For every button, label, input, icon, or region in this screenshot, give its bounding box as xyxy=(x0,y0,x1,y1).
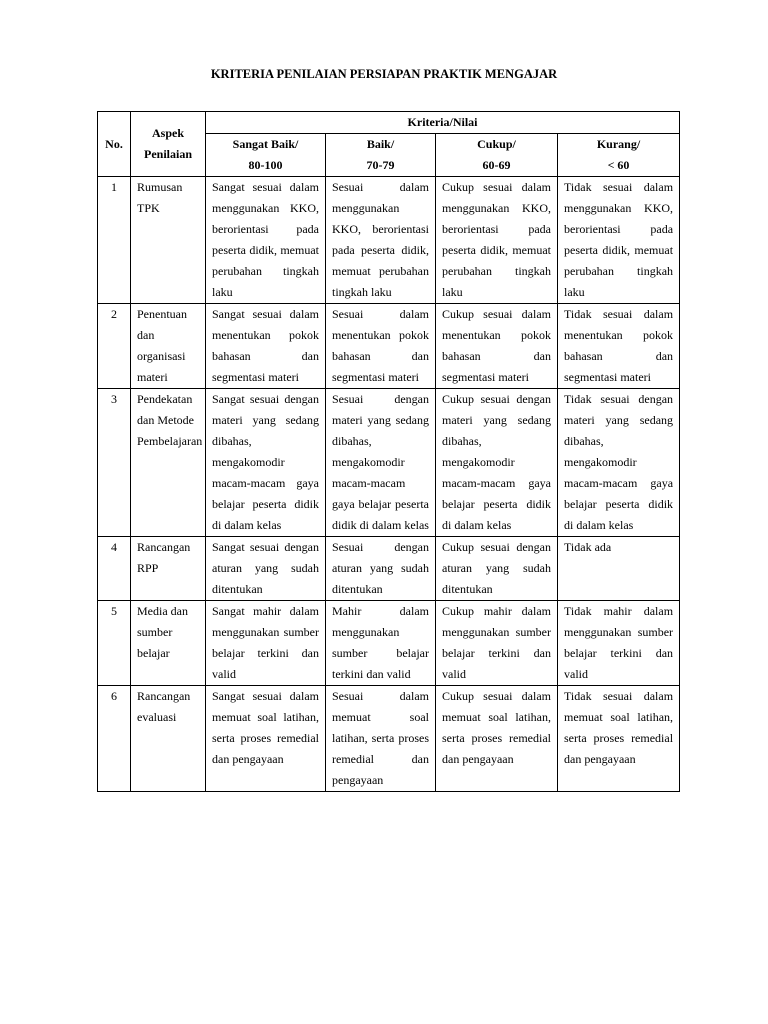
grade-name: Sangat Baik/ xyxy=(232,137,299,151)
row-aspek: Rumusan TPK xyxy=(131,177,206,304)
cell-cukup: Cukup sesuai dengan aturan yang sudah ditentukan xyxy=(436,537,558,601)
criteria-table xyxy=(97,111,680,792)
cell-kurang: Tidak mahir dalam menggunakan sumber belajar terkini dan valid xyxy=(558,601,680,686)
table-header xyxy=(98,112,680,177)
header-kriteria: Kriteria/Nilai xyxy=(206,112,680,134)
header-grade-sangat-baik xyxy=(206,134,326,177)
header-aspek xyxy=(131,112,206,177)
cell-kurang: Tidak sesuai dengan materi yang sedang dibahas, mengakomodir macam-macam gaya belajar peserta didik di dalam kelas xyxy=(558,389,680,537)
header-aspek-line1: Aspek xyxy=(151,126,184,140)
cell-sangat-baik: Sangat sesuai dengan materi yang sedang dibahas, mengakomodir macam-macam gaya belajar peserta didik di dalam kelas xyxy=(206,389,326,537)
cell-sangat-baik: Sangat sesuai dalam menggunakan KKO, berorientasi pada peserta didik, memuat perubahan tingkah laku xyxy=(206,177,326,304)
grade-range: 60-69 xyxy=(482,158,511,172)
cell-baik: Sesuai dalam menentukan pokok bahasan dan segmentasi materi xyxy=(326,304,436,389)
row-aspek: Pendekatan dan Metode Pembelajaran xyxy=(131,389,206,537)
cell-sangat-baik: Sangat sesuai dalam memuat soal latihan, serta proses remedial dan pengayaan xyxy=(206,686,326,792)
header-grade-baik xyxy=(326,134,436,177)
grade-range: < 60 xyxy=(607,158,630,172)
row-number: 6 xyxy=(98,686,131,792)
cell-cukup: Cukup sesuai dalam menentukan pokok bahasan dan segmentasi materi xyxy=(436,304,558,389)
cell-baik: Mahir dalam menggunakan sumber belajar terkini dan valid xyxy=(326,601,436,686)
cell-cukup: Cukup sesuai dalam memuat soal latihan, serta proses remedial dan pengayaan xyxy=(436,686,558,792)
row-aspek: Penentuan dan organisasi materi xyxy=(131,304,206,389)
table-row xyxy=(98,686,680,792)
cell-kurang: Tidak sesuai dalam menggunakan KKO, berorientasi pada peserta didik, memuat perubahan tingkah laku xyxy=(558,177,680,304)
table-row xyxy=(98,601,680,686)
cell-baik: Sesuai dalam menggunakan KKO, berorientasi pada peserta didik, memuat perubahan tingkah laku xyxy=(326,177,436,304)
table-body xyxy=(98,177,680,792)
grade-name: Baik/ xyxy=(366,137,395,151)
row-number: 4 xyxy=(98,537,131,601)
cell-sangat-baik: Sangat sesuai dalam menentukan pokok bahasan dan segmentasi materi xyxy=(206,304,326,389)
grade-name: Kurang/ xyxy=(596,137,641,151)
cell-kurang: Tidak sesuai dalam memuat soal latihan, serta proses remedial dan pengayaan xyxy=(558,686,680,792)
row-number: 2 xyxy=(98,304,131,389)
page-title: KRITERIA PENILAIAN PERSIAPAN PRAKTIK MENGAJAR xyxy=(210,67,558,81)
header-grade-kurang xyxy=(558,134,680,177)
row-aspek: Rancangan RPP xyxy=(131,537,206,601)
table-row xyxy=(98,537,680,601)
grade-name: Cukup/ xyxy=(477,137,516,151)
cell-cukup: Cukup sesuai dengan materi yang sedang dibahas, mengakomodir macam-macam gaya belajar peserta didik di dalam kelas xyxy=(436,389,558,537)
cell-cukup: Cukup sesuai dalam menggunakan KKO, berorientasi pada peserta didik, memuat perubahan tingkah laku xyxy=(436,177,558,304)
row-number: 3 xyxy=(98,389,131,537)
row-number: 1 xyxy=(98,177,131,304)
grade-range: 80-100 xyxy=(248,158,283,172)
cell-sangat-baik: Sangat sesuai dengan aturan yang sudah ditentukan xyxy=(206,537,326,601)
table-row xyxy=(98,304,680,389)
cell-sangat-baik: Sangat mahir dalam menggunakan sumber belajar terkini dan valid xyxy=(206,601,326,686)
table-row xyxy=(98,389,680,537)
cell-baik: Sesuai dalam memuat soal latihan, serta proses remedial dan pengayaan xyxy=(326,686,436,792)
cell-baik: Sesuai dengan aturan yang sudah ditentukan xyxy=(326,537,436,601)
cell-kurang: Tidak ada xyxy=(558,537,680,601)
header-aspek-line2: Penilaian xyxy=(143,147,192,161)
table-row xyxy=(98,177,680,304)
header-no: No. xyxy=(98,112,131,177)
cell-kurang: Tidak sesuai dalam menentukan pokok bahasan dan segmentasi materi xyxy=(558,304,680,389)
row-aspek: Media dan sumber belajar xyxy=(131,601,206,686)
cell-baik: Sesuai dengan materi yang sedang dibahas, mengakomodir macam-macam gaya belajar peserta didik di dalam kelas xyxy=(326,389,436,537)
header-row-top xyxy=(98,112,680,134)
grade-range: 70-79 xyxy=(366,158,395,172)
row-number: 5 xyxy=(98,601,131,686)
row-aspek: Rancangan evaluasi xyxy=(131,686,206,792)
cell-cukup: Cukup mahir dalam menggunakan sumber belajar terkini dan valid xyxy=(436,601,558,686)
header-grade-cukup xyxy=(436,134,558,177)
